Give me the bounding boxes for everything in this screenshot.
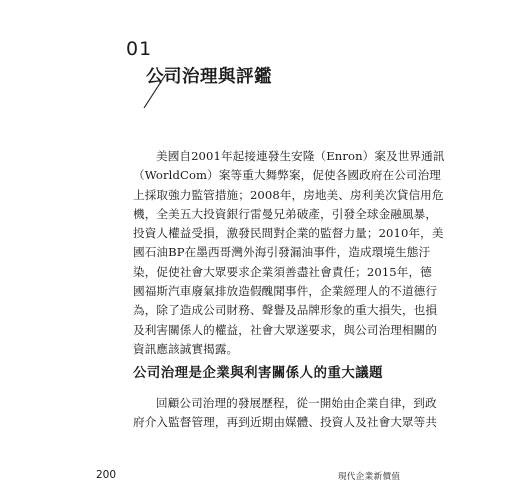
chapter-number: 01	[126, 38, 153, 60]
paragraph-line: （WorldCom）案等重大舞弊案，促使各國政府在公司治理	[133, 168, 441, 183]
paragraph-line: 國福斯汽車廢氣排放造假醜聞事件，企業經理人的不道德行	[133, 284, 438, 299]
chapter-heading	[126, 38, 326, 108]
paragraph-intro	[133, 147, 445, 359]
paragraph-line: 為，除了造成公司財務、聲譽及品牌形象的重大損失，也損	[133, 303, 438, 318]
paragraph-line: 上採取強力監管措施；2008年，房地美、房利美次貸信用危	[133, 187, 444, 202]
paragraph-line: 美國自2001年起接連發生安隆（Enron）案及世界通訊	[156, 149, 445, 163]
paragraph-line: 及利害關係人的權益，社會大眾遂要求，與公司治理相關的	[133, 322, 438, 337]
paragraph-line: 投資人權益受損，激發民間對企業的監督力量；2010年，美	[133, 226, 444, 241]
paragraph-line: 機，全美五大投資銀行雷曼兄弟破產，引發全球金融風暴，	[133, 206, 438, 221]
paragraph-line: 國石油BP在墨西哥灣外海引發漏油事件，造成環境生態汙	[133, 245, 431, 260]
page-number: 200	[96, 469, 117, 481]
paragraph-line: 府介入監督管理，再到近期由媒體、投資人及社會大眾等共	[133, 415, 438, 430]
paragraph-line: 回顧公司治理的發展歷程，從一開始由企業自律，到政	[156, 396, 437, 410]
running-footer-title: 現代企業新價值	[338, 472, 401, 482]
section-heading: 公司治理是企業與利害關係人的重大議題	[133, 366, 384, 381]
chapter-title: 公司治理與評鑑	[146, 67, 272, 87]
paragraph-line: 染，促使社會大眾要求企業須善盡社會責任；2015年，德	[133, 264, 432, 279]
paragraph-history	[133, 394, 438, 433]
paragraph-line: 資訊應該誠實揭露。	[133, 341, 239, 356]
